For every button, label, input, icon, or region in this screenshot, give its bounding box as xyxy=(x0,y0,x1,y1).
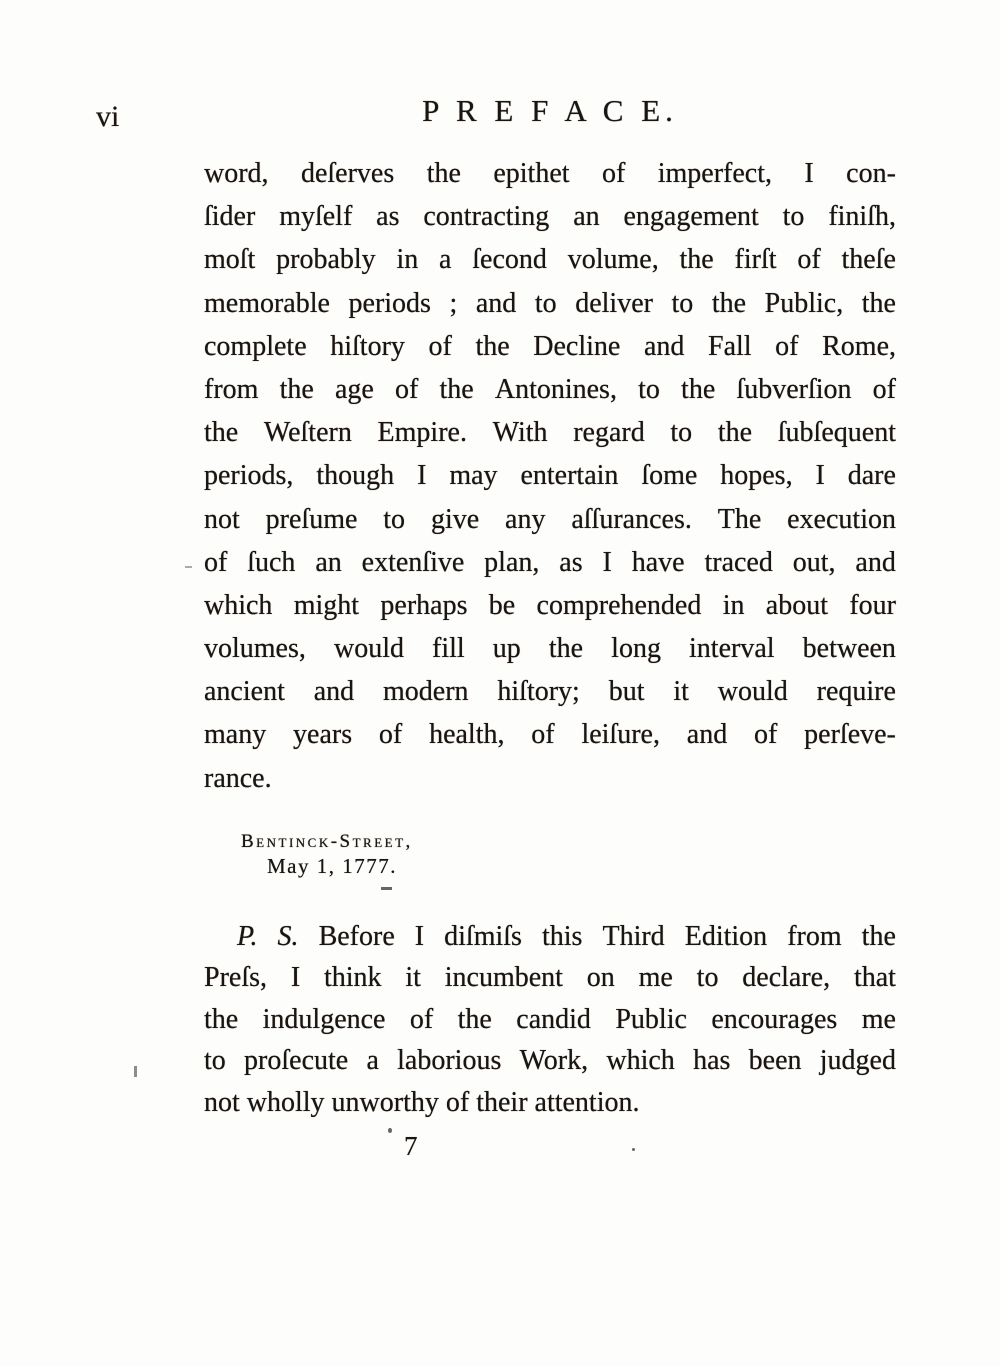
sheet-signature-mark: 7 xyxy=(404,1131,418,1161)
body-line: volumes, would fill up the long interval between xyxy=(204,633,896,665)
body-line-last: rance. xyxy=(204,762,272,794)
postscript-line: Preſs, I think it incumbent on me to declare, that xyxy=(204,962,896,994)
body-line: moſt probably in a ſecond volume, the firſt of theſe xyxy=(204,244,896,276)
postscript-line-last: not wholly unworthy of their attention. xyxy=(204,1086,640,1118)
body-line: many years of health, of leiſure, and of perſeve- xyxy=(204,719,896,751)
body-line: which might perhaps be comprehended in about four xyxy=(204,589,896,621)
body-line: the Weſtern Empire. With regard to the ſubſequent xyxy=(204,417,896,449)
page-number-folio: vi xyxy=(96,100,120,133)
scan-artifact-dot xyxy=(632,1148,635,1151)
scan-artifact-tick xyxy=(134,1066,137,1077)
body-line: of ſuch an extenſive plan, as I have traced out, and xyxy=(204,546,896,578)
body-line: ancient and modern hiſtory; but it would require xyxy=(204,676,896,708)
body-line: complete hiſtory of the Decline and Fall of Rome, xyxy=(204,330,896,362)
signature-place: Bentinck-Street, xyxy=(241,831,413,852)
body-line: from the age of the Antonines, to the ſubverſion of xyxy=(204,373,896,405)
body-paragraph xyxy=(204,152,896,800)
scan-artifact-dot xyxy=(388,1128,392,1133)
postscript-line: to proſecute a laborious Work, which has been judged xyxy=(204,1045,896,1077)
body-line: memorable periods ; and to deliver to the Public, the xyxy=(204,287,896,319)
body-line: word, deſerves the epithet of imperfect, I con- xyxy=(204,158,896,189)
body-line: periods, though I may entertain ſome hopes, I dare xyxy=(204,460,896,492)
scan-artifact-dash-left xyxy=(185,566,192,568)
body-line: ſider myſelf as contracting an engagement to finiſh, xyxy=(204,201,896,233)
page-header-preface: P R E F A C E. xyxy=(422,93,678,128)
scan-artifact-dash xyxy=(381,887,392,890)
postscript-paragraph xyxy=(204,916,896,1123)
signature-date: May 1, 1777. xyxy=(267,854,397,878)
body-line: not preſume to give any aſſurances. The execution xyxy=(204,503,896,535)
postscript-line: the indulgence of the candid Public encourages me xyxy=(204,1003,896,1035)
postscript-line: P. S. Before I diſmiſs this Third Edition from the xyxy=(237,921,896,952)
